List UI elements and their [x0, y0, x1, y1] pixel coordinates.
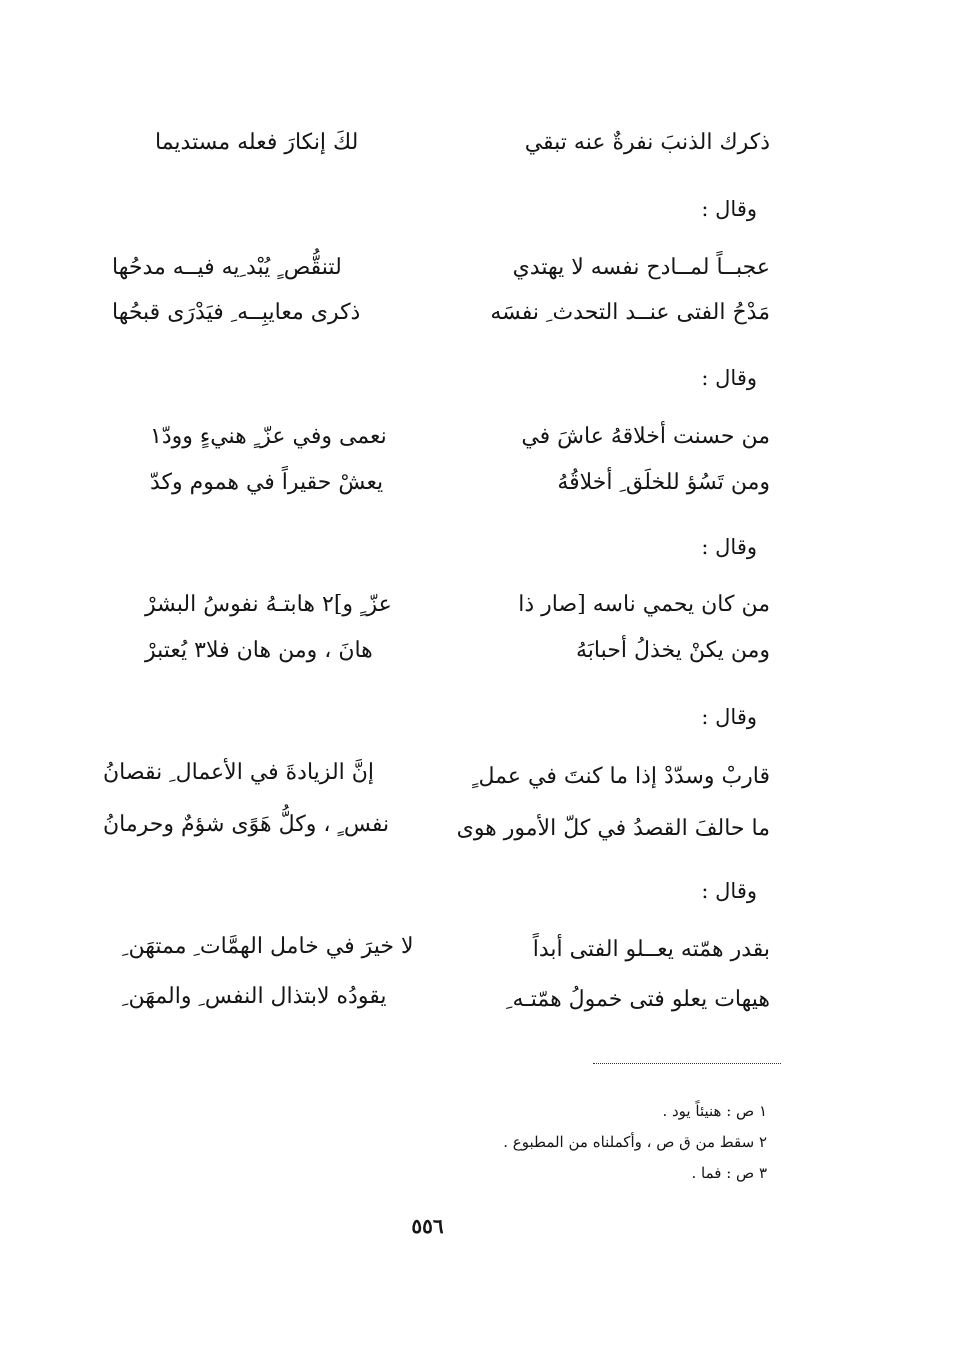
verse-hemistich-right: من كان يحمي ناسه [صار ذا — [518, 592, 770, 617]
verse-hemistich-left: لا خيرَ في خامل الهمَّات ِ ممتهَن ِ — [122, 934, 414, 959]
footnote: ٢ سقط من ق ص ، وأكملناه من المطبوع . — [503, 1133, 767, 1151]
section-intro: وقال : — [701, 879, 757, 903]
verse-hemistich-right: بقدر همّته يعــلو الفتى أبداً — [532, 937, 770, 962]
verse-hemistich-right: ومن تَسُؤ للخلَق ِ أخلاقُهُ — [557, 470, 770, 495]
page-number: ٥٥٦ — [411, 1214, 444, 1238]
verse-hemistich-left: نفس ٍ ، وكلُّ هَوًى شؤمٌ وحرمانُ — [103, 812, 390, 837]
verse-hemistich-right: ومن يكنْ يخذلُ أحبابَهُ — [576, 638, 770, 663]
verse-hemistich-left: يعشْ حقيراً في هموم وكدّ — [150, 470, 384, 495]
footnote: ٣ ص : فما . — [691, 1164, 767, 1182]
verse-hemistich-right: ما حالفَ القصدُ في كلّ الأمور هوى — [456, 816, 770, 841]
verse-hemistich-left: هانَ ، ومن هان فلا٣ يُعتبرْ — [145, 638, 373, 663]
section-intro: وقال : — [701, 705, 757, 729]
section-intro: وقال : — [701, 535, 757, 559]
verse-hemistich-left: ذكرى معايبِــه ِ فيَدْرَى قبحُها — [112, 300, 361, 325]
verse-hemistich-left: لكَ إنكارَ فعله مستديما — [155, 130, 359, 155]
verse-hemistich-left: يقودُه لابتذال النفس ِ والمهَن ِ — [122, 984, 387, 1009]
verse-hemistich-right: من حسنت أخلاقهُ عاشَ في — [521, 424, 770, 449]
verse-hemistich-right: مَدْحُ الفتى عنــد التحدث ِ نفسَه — [490, 300, 770, 325]
verse-hemistich-right: قاربْ وسدّدْ إذا ما كنتَ في عمل ٍ — [472, 764, 770, 789]
footnote-separator — [593, 1063, 781, 1064]
verse-hemistich-right: عجبــاً لمــادح نفسه لا يهتدي — [512, 255, 770, 280]
verse-hemistich-right: هيهات يعلو فتى خمولُ همّتـه ِ — [506, 987, 770, 1012]
verse-hemistich-left: عزّ ٍ و]٢ هابتـهُ نفوسُ البشرْ — [145, 592, 392, 617]
verse-hemistich-left: لتنقُّص ٍ يُبْد ِيه فيــه مدحُها — [112, 255, 342, 280]
section-intro: وقال : — [701, 197, 757, 221]
section-intro: وقال : — [701, 366, 757, 390]
verse-hemistich-left: إنَّ الزيادةَ في الأعمال ِ نقصانُ — [103, 760, 375, 785]
verse-hemistich-right: ذكرك الذنبَ نفرةٌ عنه تبقي — [524, 130, 770, 155]
footnote: ١ ص : هنيئاً يود . — [662, 1102, 767, 1120]
verse-hemistich-left: نعمى وفي عزّ ٍ هنيءٍ وودّ١ — [150, 424, 387, 449]
